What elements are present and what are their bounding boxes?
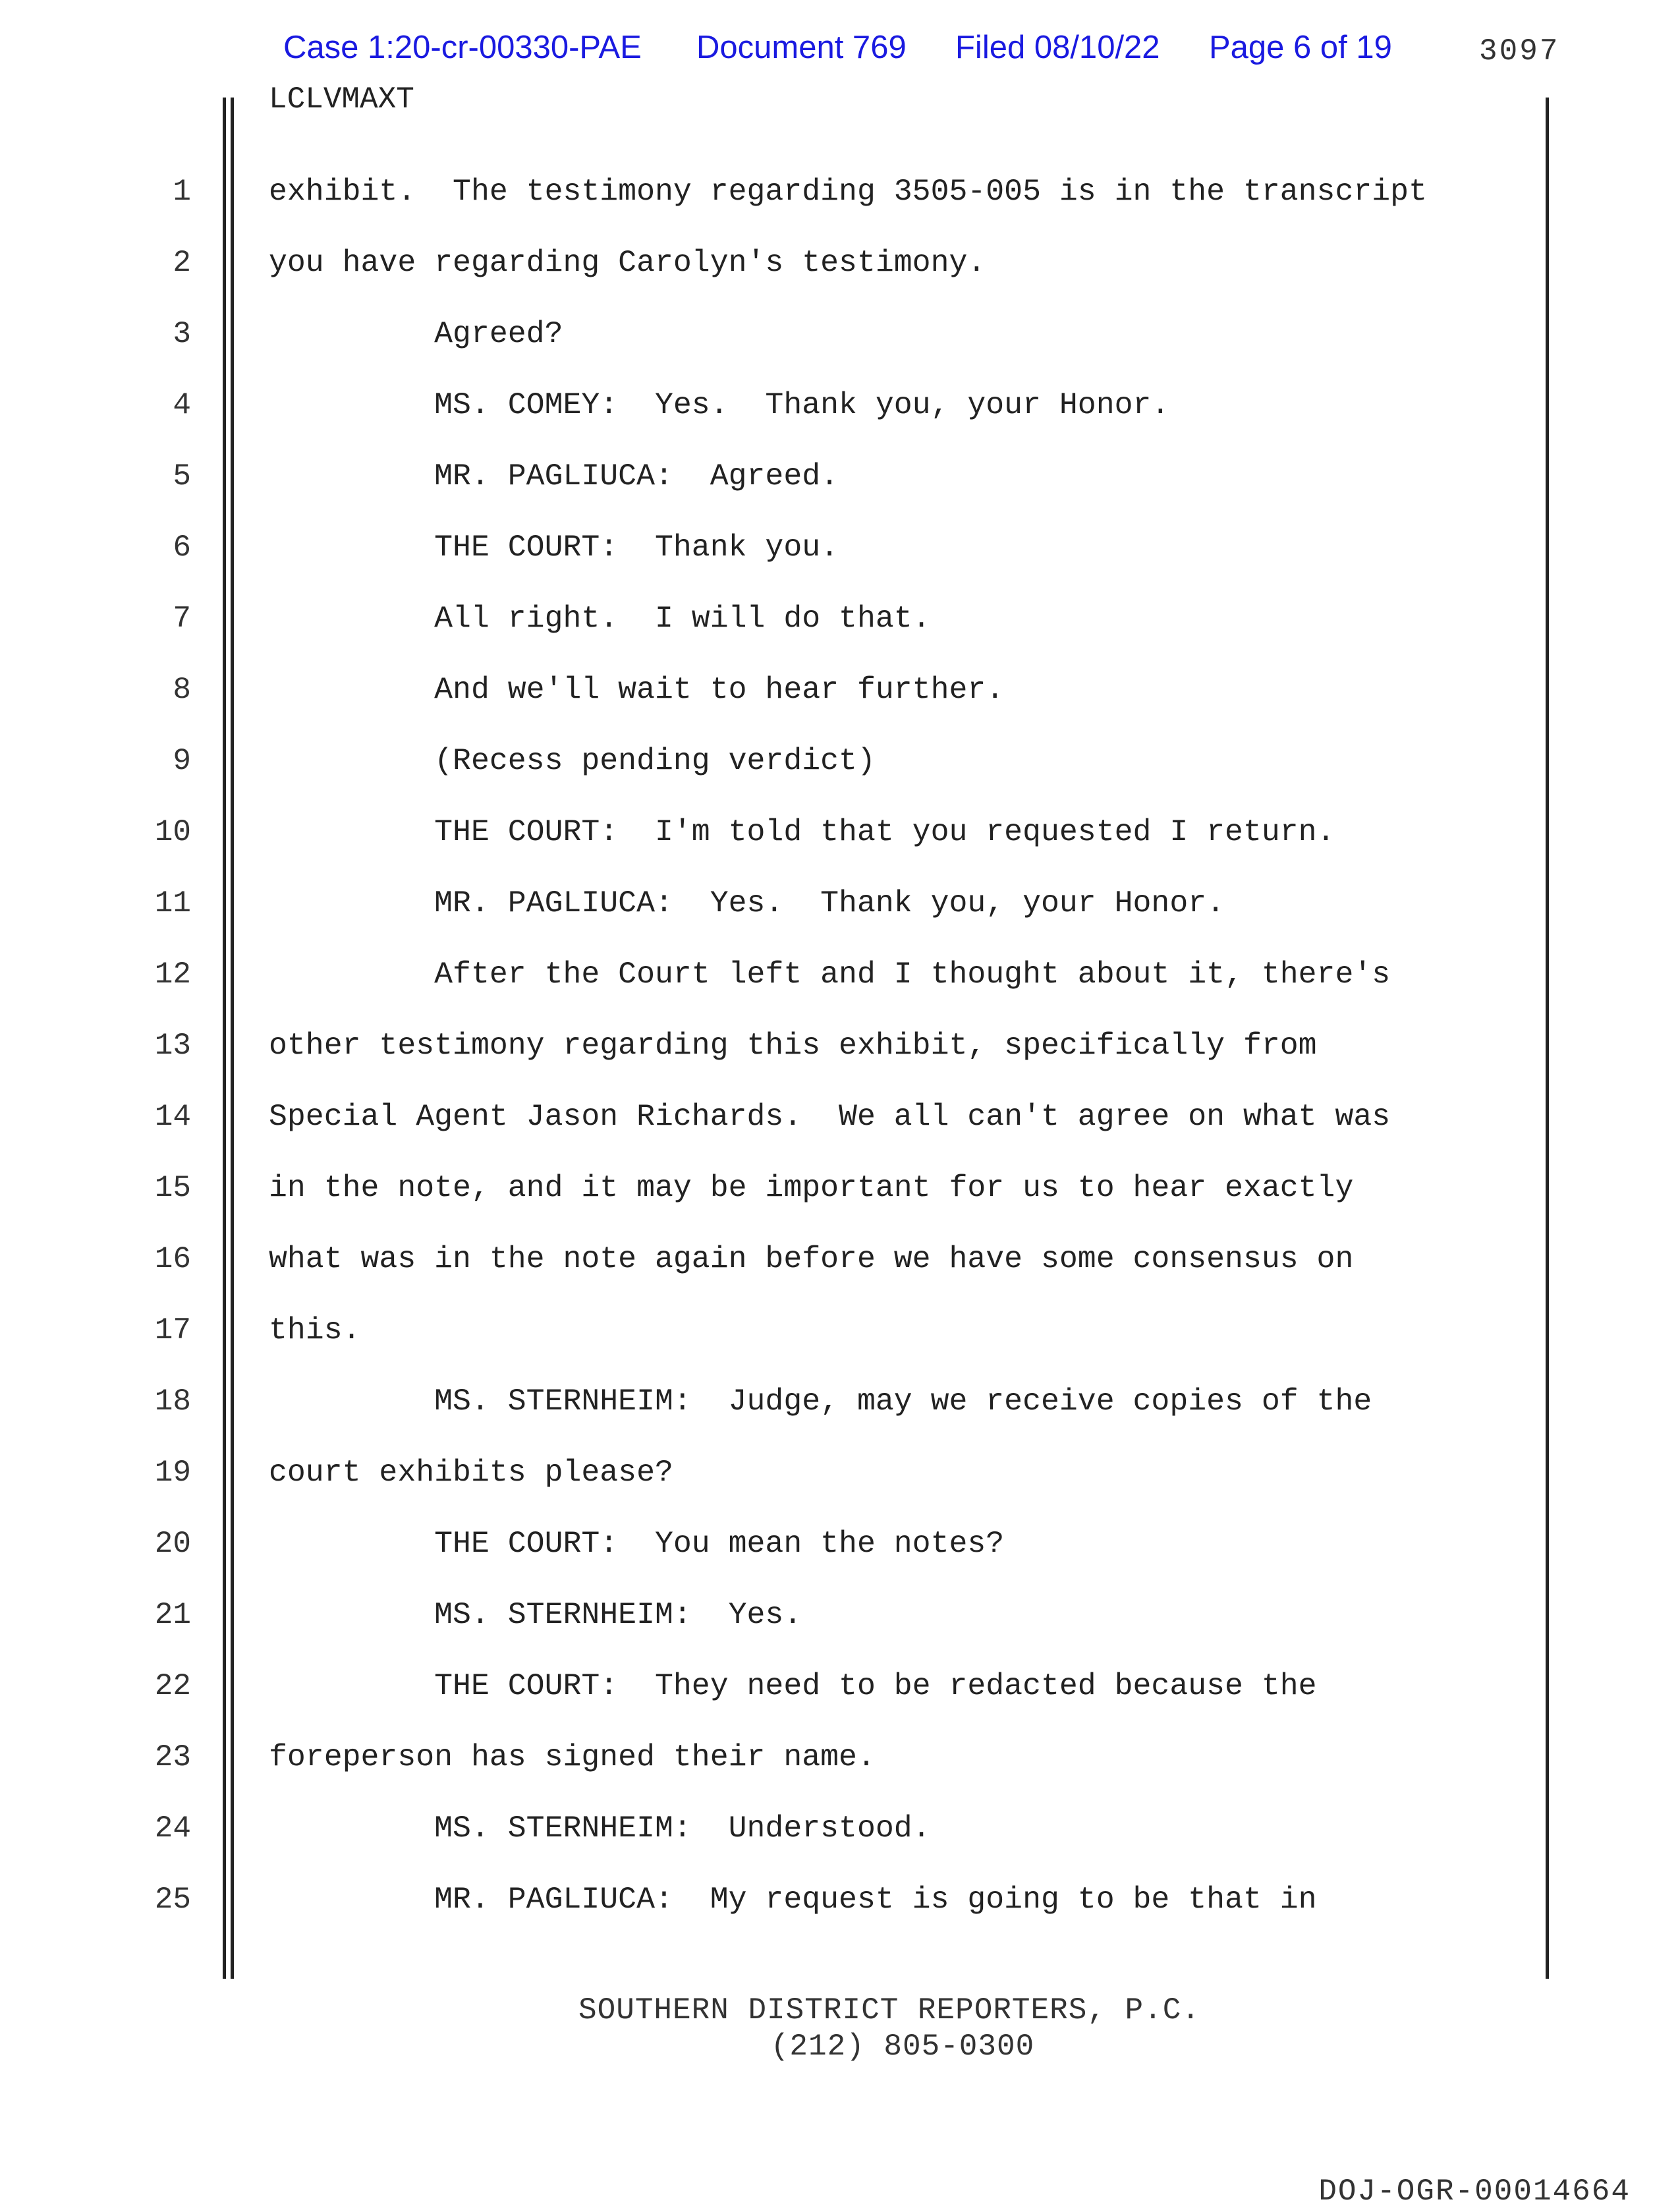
line-number: 14 [154, 1100, 191, 1134]
line-number: 18 [154, 1384, 191, 1419]
line-number: 7 [173, 602, 191, 636]
transcript-line: THE COURT: I'm told that you requested I return. [269, 814, 1335, 849]
transcript-line: MR. PAGLIUCA: Agreed. [269, 459, 839, 494]
transcript-line: MS. COMEY: Yes. Thank you, your Honor. [269, 387, 1170, 422]
transcript-line: foreperson has signed their name. [269, 1740, 876, 1774]
line-number: 22 [154, 1669, 191, 1703]
line-number: 15 [154, 1171, 191, 1205]
transcript-line: Special Agent Jason Richards. We all can't agree on what was [269, 1099, 1391, 1134]
filed-date: Filed 08/10/22 [955, 30, 1160, 65]
left-margin-rule-inner [231, 98, 234, 1979]
line-number: 1 [173, 175, 191, 209]
case-number: Case 1:20-cr-00330-PAE [283, 30, 642, 65]
line-number: 19 [154, 1456, 191, 1490]
filing-stamp [283, 29, 1403, 75]
line-number: 4 [173, 388, 191, 422]
transcript-code: LCLVMAXT [269, 82, 414, 117]
transcript-line: THE COURT: Thank you. [269, 530, 839, 565]
line-number: 12 [154, 957, 191, 992]
line-number: 17 [154, 1313, 191, 1347]
transcript-line: in the note, and it may be important for us to hear exactly [269, 1170, 1354, 1205]
line-number: 6 [173, 530, 191, 565]
transcript-line: MS. STERNHEIM: Understood. [269, 1811, 931, 1846]
transcript-line: THE COURT: You mean the notes? [269, 1526, 1005, 1561]
line-number: 2 [173, 246, 191, 280]
line-number: 8 [173, 673, 191, 707]
transcript-line: After the Court left and I thought about it, there's [269, 957, 1391, 992]
reporter-name: SOUTHERN DISTRICT REPORTERS, P.C. [578, 1993, 1200, 2028]
transcript-line: MS. STERNHEIM: Judge, may we receive copies of the [269, 1384, 1372, 1419]
page-indicator: Page 6 of 19 [1209, 30, 1392, 65]
transcript-line: MR. PAGLIUCA: Yes. Thank you, your Honor. [269, 886, 1225, 921]
transcript-page-number: 3097 [1479, 34, 1560, 69]
line-number: 20 [154, 1527, 191, 1561]
transcript-line: All right. I will do that. [269, 601, 931, 636]
line-number: 16 [154, 1242, 191, 1276]
transcript-line: MS. STERNHEIM: Yes. [269, 1597, 802, 1632]
bates-number: DOJ-OGR-00014664 [1318, 2174, 1631, 2209]
transcript-line: what was in the note again before we have some consensus on [269, 1241, 1354, 1276]
line-number: 10 [154, 815, 191, 849]
transcript-line: other testimony regarding this exhibit, specifically from [269, 1028, 1317, 1063]
transcript-line: this. [269, 1313, 361, 1347]
transcript-line: court exhibits please? [269, 1455, 673, 1490]
line-number: 23 [154, 1740, 191, 1774]
transcript-line: you have regarding Carolyn's testimony. [269, 245, 986, 280]
line-number: 25 [154, 1883, 191, 1917]
document-number: Document 769 [696, 30, 907, 65]
transcript-line: MR. PAGLIUCA: My request is going to be that in [269, 1882, 1317, 1917]
line-number: 13 [154, 1029, 191, 1063]
transcript-line: And we'll wait to hear further. [269, 672, 1005, 707]
right-margin-rule [1546, 98, 1549, 1979]
transcript-line: THE COURT: They need to be redacted because the [269, 1668, 1317, 1703]
line-number: 11 [154, 886, 191, 921]
transcript-line: (Recess pending verdict) [269, 743, 876, 778]
line-number: 9 [173, 744, 191, 778]
line-number: 5 [173, 459, 191, 494]
left-margin-rule-outer [223, 98, 226, 1979]
line-number: 21 [154, 1598, 191, 1632]
reporter-phone: (212) 805-0300 [770, 2029, 1035, 2064]
transcript-line: Agreed? [269, 316, 563, 351]
line-number: 24 [154, 1811, 191, 1846]
line-number: 3 [173, 317, 191, 351]
transcript-line: exhibit. The testimony regarding 3505-005 is in the transcript [269, 174, 1427, 209]
